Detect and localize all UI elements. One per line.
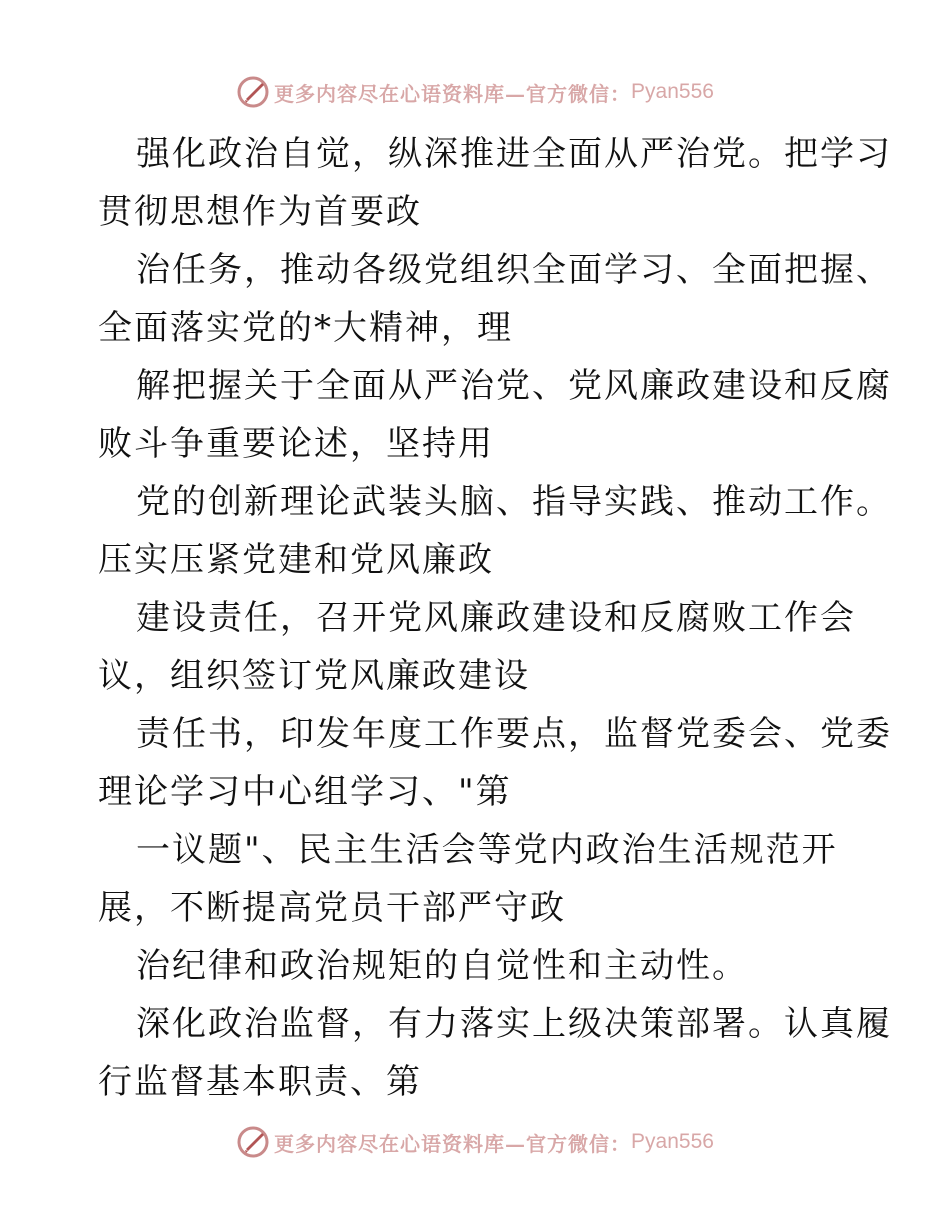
text-line: 行监督基本职责、第 (98, 1062, 422, 1102)
document-body (98, 125, 892, 1111)
watermark-id: Pyan556 (631, 80, 714, 103)
text-line: 解把握关于全面从严治党、党风廉政建设和反腐 (136, 366, 892, 406)
text-line: 败斗争重要论述，坚持用 (98, 424, 494, 464)
text-line: 党的创新理论武装头脑、指导实践、推动工作。 (136, 482, 892, 522)
watermark-text: 更多内容尽在心语资料库—官方微信： (274, 1131, 632, 1156)
text-line: 贯彻思想作为首要政 (98, 192, 422, 232)
text-line: 责任书，印发年度工作要点，监督党委会、党委 (136, 714, 892, 754)
footer-watermark (0, 1122, 950, 1162)
text-line: 治任务，推动各级党组织全面学习、全面把握、 (136, 250, 892, 290)
header-watermark (0, 72, 950, 112)
text-line: 深化政治监督，有力落实上级决策部署。认真履 (136, 1004, 892, 1044)
watermark-text: 更多内容尽在心语资料库—官方微信： (274, 81, 632, 106)
text-line: 理论学习中心组学习、"第 (98, 772, 512, 812)
watermark-id: Pyan556 (631, 1130, 714, 1153)
text-line: 议，组织签订党风廉政建设 (98, 656, 530, 696)
logo-icon (236, 75, 270, 109)
logo-icon (236, 1125, 270, 1159)
text-line: 建设责任，召开党风廉政建设和反腐败工作会 (136, 598, 856, 638)
text-line: 压实压紧党建和党风廉政 (98, 540, 494, 580)
text-line: 治纪律和政治规矩的自觉性和主动性。 (136, 946, 748, 986)
text-line: 展，不断提高党员干部严守政 (98, 888, 566, 928)
text-line: 全面落实党的*大精神，理 (98, 308, 513, 348)
text-line: 强化政治自觉，纵深推进全面从严治党。把学习 (136, 134, 892, 174)
text-line: 一议题"、民主生活会等党内政治生活规范开 (136, 830, 838, 870)
